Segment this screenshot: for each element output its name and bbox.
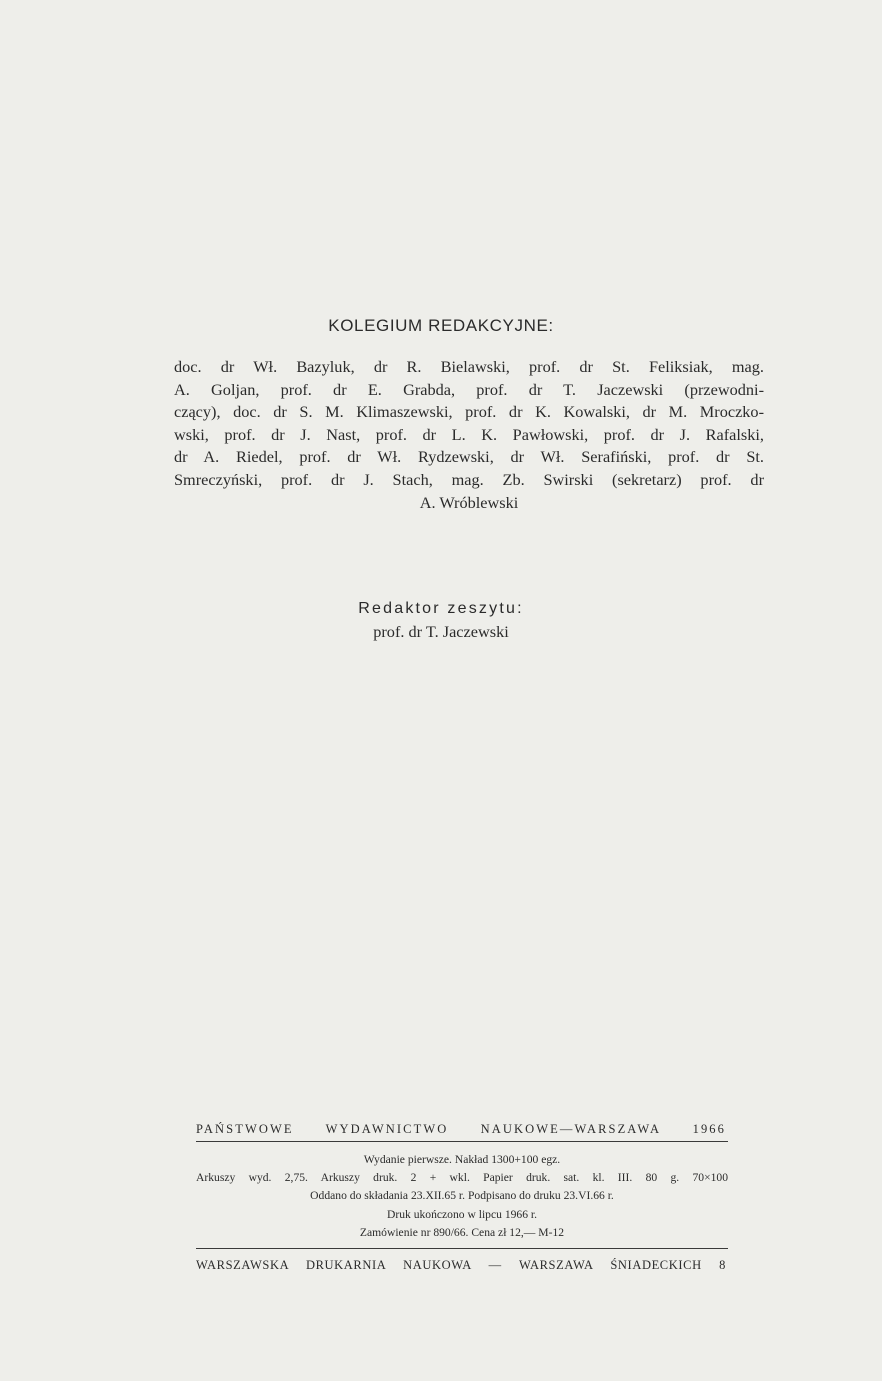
board-member-line: czący), doc. dr S. M. Klimaszewski, prof. dr K. Kowalski, dr M. Mroczko- — [174, 402, 764, 422]
board-member-line: A. Wróblewski — [419, 492, 519, 512]
board-member-line: A. Goljan, prof. dr E. Grabda, prof. dr T. Jaczewski (przewodni- — [174, 379, 764, 399]
issue-editor-label: Redaktor zeszytu: — [358, 600, 524, 617]
print-detail-line: Wydanie pierwsze. Nakład 1300+100 egz. — [363, 1153, 561, 1166]
editorial-board-heading: KOLEGIUM REDAKCYJNE: — [328, 316, 554, 335]
board-member-line: dr A. Riedel, prof. dr Wł. Rydzewski, dr Wł. Serafiński, prof. dr St. — [174, 447, 764, 467]
print-detail-line: Zamówienie nr 890/66. Cena zł 12,— M-12 — [359, 1225, 565, 1239]
issue-editor-name: prof. dr T. Jaczewski — [373, 622, 509, 641]
editorial-board-members — [174, 356, 764, 514]
board-member-line: Smreczyński, prof. dr J. Stach, mag. Zb. Swirski (sekretarz) prof. dr — [174, 469, 764, 489]
print-detail-line: Druk ukończono w lipcu 1966 r. — [386, 1207, 538, 1221]
print-detail-line: Arkuszy wyd. 2,75. Arkuszy druk. 2 + wkl. Papier druk. sat. kl. III. 80 g. 70×100 — [196, 1171, 728, 1185]
divider-rule — [196, 1248, 728, 1249]
board-member-line: doc. dr Wł. Bazyluk, dr R. Bielawski, prof. dr St. Feliksiak, mag. — [174, 357, 764, 376]
print-details — [196, 1151, 728, 1242]
board-member-line: wski, prof. dr J. Nast, prof. dr L. K. Pawłowski, prof. dr J. Rafalski, — [174, 424, 764, 444]
print-detail-line: Oddano do składania 23.XII.65 r. Podpisano do druku 23.VI.66 r. — [310, 1189, 614, 1203]
issue-editor — [0, 597, 882, 643]
publisher-line: PAŃSTWOWE WYDAWNICTWO NAUKOWE—WARSZAWA 1966 — [196, 1122, 726, 1136]
printer-line: WARSZAWSKA DRUKARNIA NAUKOWA — WARSZAWA ŚNIADECKICH 8 — [196, 1258, 726, 1272]
divider-rule — [196, 1141, 728, 1142]
